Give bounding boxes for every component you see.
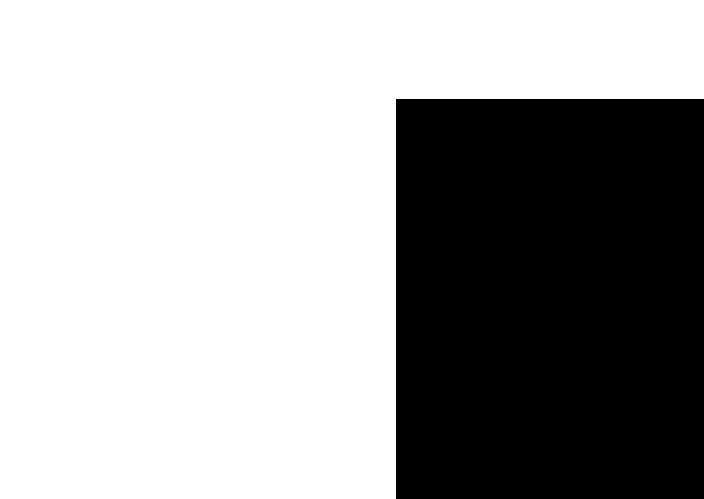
black-content-region [396, 99, 704, 499]
